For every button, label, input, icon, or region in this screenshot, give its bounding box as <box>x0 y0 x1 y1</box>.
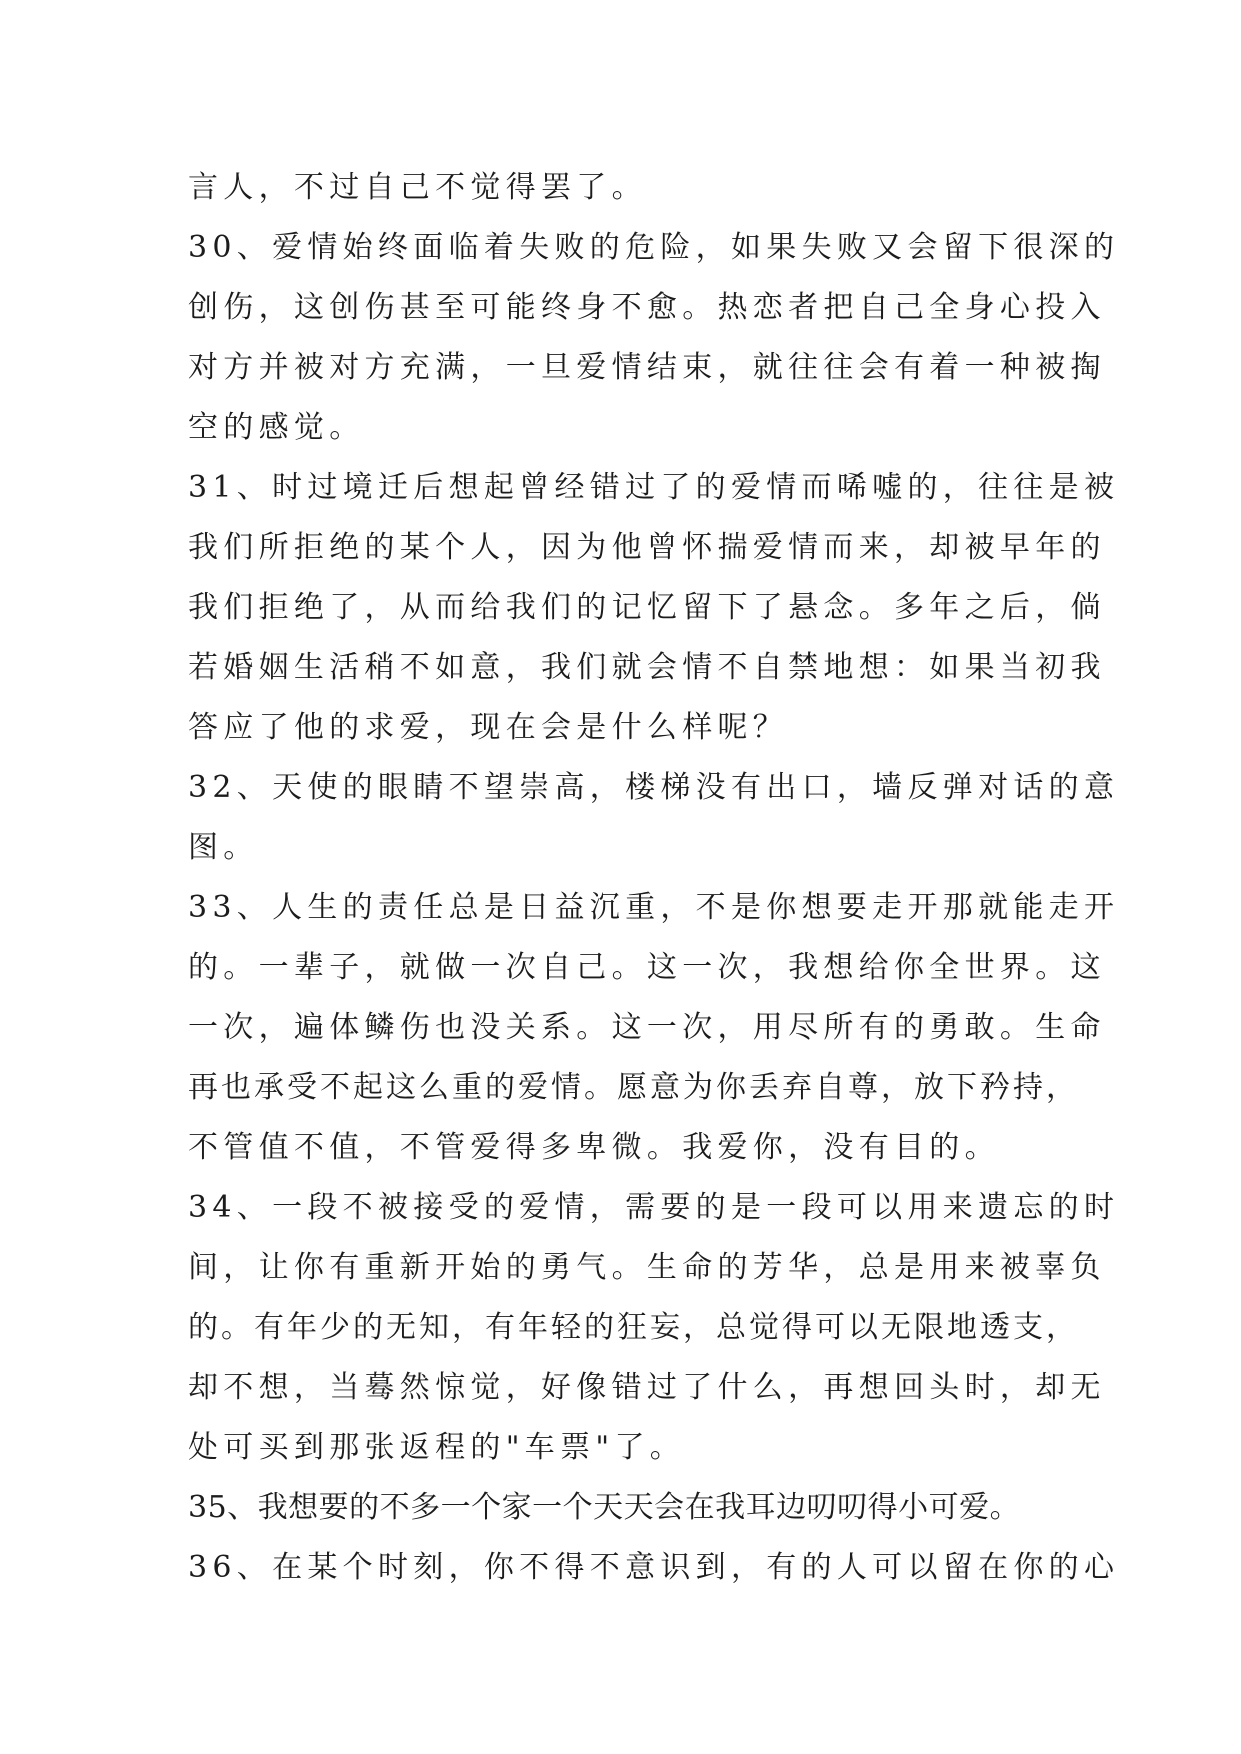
text-line: 我们拒绝了，从而给我们的记忆留下了悬念。多年之后，倘 <box>188 590 1106 625</box>
text-line: 31、时过境迁后想起曾经错过了的爱情而唏嘘的，往往是被 <box>188 470 1120 505</box>
text-line: 的。有年少的无知，有年轻的狂妄，总觉得可以无限地透支， <box>188 1310 1079 1345</box>
text-line: 再也承受不起这么重的爱情。愿意为你丢弃自尊，放下矜持， <box>188 1070 1079 1105</box>
text-line: 却不想，当蓦然惊觉，好像错过了什么，再想回头时，却无 <box>188 1370 1106 1405</box>
text-line: 34、一段不被接受的爱情，需要的是一段可以用来遗忘的时 <box>188 1190 1120 1225</box>
text-line: 32、天使的眼睛不望崇高，楼梯没有出口，墙反弹对话的意 <box>188 770 1120 805</box>
text-line: 图。 <box>188 830 259 865</box>
document-body <box>188 158 1120 1598</box>
text-line: 不管值不值，不管爱得多卑微。我爱你，没有目的。 <box>188 1130 1000 1165</box>
text-line: 若婚姻生活稍不如意，我们就会情不自禁地想：如果当初我 <box>188 650 1106 685</box>
text-line: 我们所拒绝的某个人，因为他曾怀揣爱情而来，却被早年的 <box>188 530 1106 565</box>
text-line: 的。一辈子，就做一次自己。这一次，我想给你全世界。这 <box>188 950 1106 985</box>
text-line: 处可买到那张返程的"车票"了。 <box>188 1430 686 1465</box>
text-line: 一次，遍体鳞伤也没关系。这一次，用尽所有的勇敢。生命 <box>188 1010 1106 1045</box>
text-line: 言人，不过自己不觉得罢了。 <box>188 170 647 205</box>
text-line: 答应了他的求爱，现在会是什么样呢？ <box>188 710 789 745</box>
text-line: 33、人生的责任总是日益沉重，不是你想要走开那就能走开 <box>188 890 1120 925</box>
text-line: 对方并被对方充满，一旦爱情结束，就往往会有着一种被掏 <box>188 350 1106 385</box>
text-line: 间，让你有重新开始的勇气。生命的芳华，总是用来被辜负 <box>188 1250 1106 1285</box>
text-line: 35、我想要的不多一个家一个天天会在我耳边叨叨得小可爱。 <box>188 1490 1021 1525</box>
text-line: 空的感觉。 <box>188 410 365 445</box>
text-line: 创伤，这创伤甚至可能终身不愈。热恋者把自己全身心投入 <box>188 290 1106 325</box>
text-line: 36、在某个时刻，你不得不意识到，有的人可以留在你的心 <box>188 1550 1120 1585</box>
text-line: 30、爱情始终面临着失败的危险，如果失败又会留下很深的 <box>188 230 1120 265</box>
